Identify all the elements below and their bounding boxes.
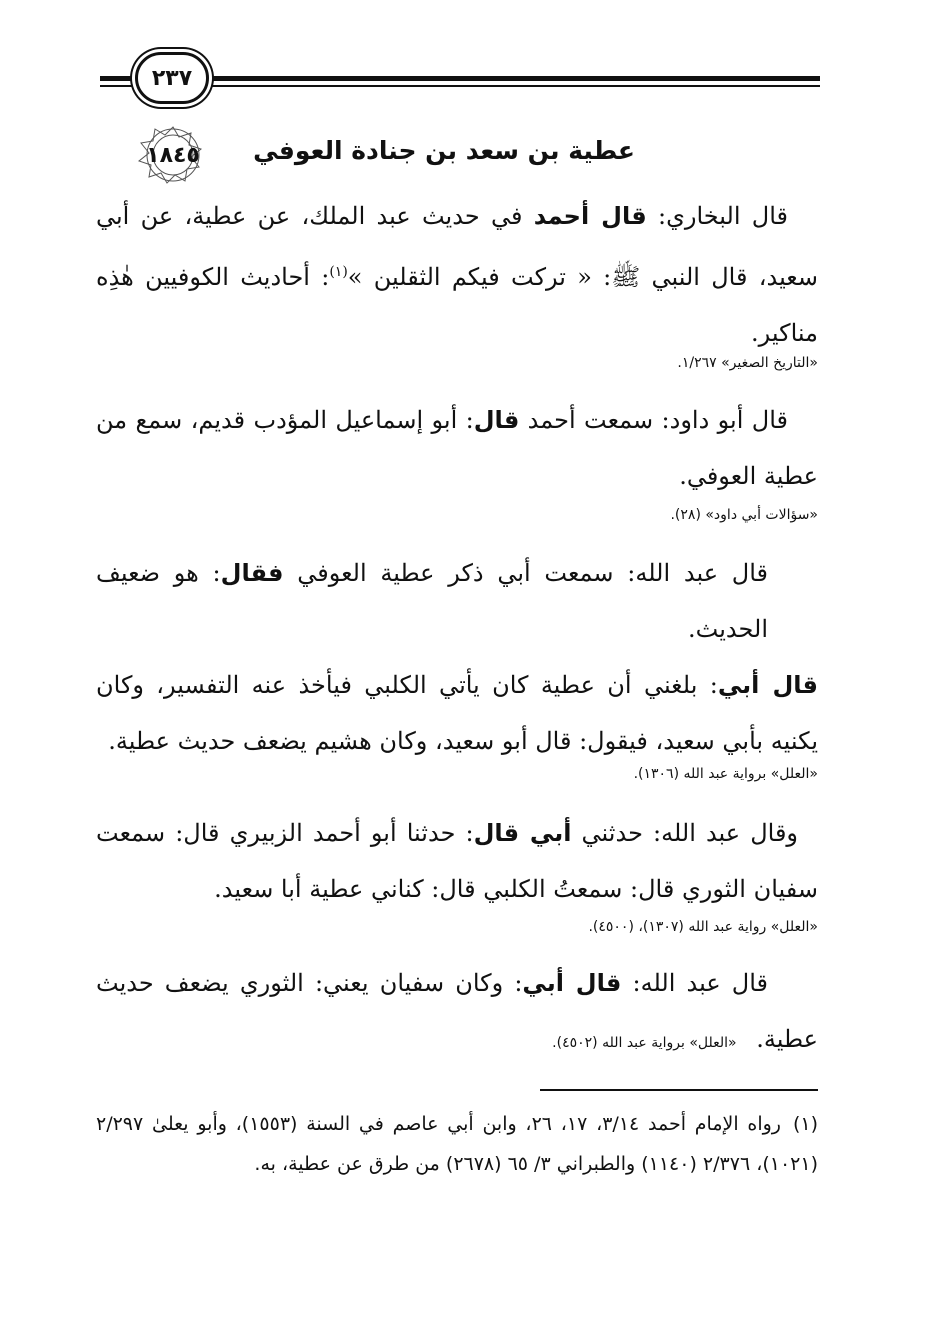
- text-run: : بلغني أن عطية كان يأتي الكلبي فيأخذ عنه التفسير، وكان يكنيه بأبي سعيد، فيقول: قال أبو سعيد، وكان هشيم يضعف حديث عطية.: [96, 671, 818, 755]
- footnote: [96, 1104, 818, 1184]
- paragraph-abdullah-1: [96, 545, 818, 769]
- text-run: : وكان سفيان يعني: الثوري يضعف حديث عطية.: [96, 969, 818, 1053]
- source-citation: «العلل» برواية عبد الله (٤٥٠٢).: [552, 1035, 737, 1051]
- paragraph-abdullah-2: [96, 805, 818, 917]
- text-run: وقال عبد الله: حدثني: [571, 819, 799, 847]
- text-run: : هو ضعيف الحديث.: [96, 559, 768, 643]
- entry-number-text: ١٨٤٥: [146, 142, 200, 168]
- source-citation: «سؤالات أبي داود» (٢٨).: [670, 507, 818, 523]
- bold-phrase: قال أحمد: [533, 202, 647, 230]
- source-citation: «العلل» برواية عبد الله (١٣٠٦).: [633, 766, 818, 782]
- text-run: قال عبد الله:: [621, 969, 769, 997]
- footnote-divider: [540, 1089, 818, 1091]
- text-run: في حديث عبد الملك، عن عطية، عن أبي سعيد، قال النبي ﷺ: « تركت فيكم الثقلين »: [96, 202, 818, 291]
- bold-phrase: أبي قال: [473, 819, 572, 847]
- text-run: : أحاديث الكوفيين هٰذِه مناكير.: [96, 263, 818, 347]
- text-run: : حدثنا أبو أحمد الزبيري قال: سمعت سفيان الثوري قال: سمعتُ الكلبي قال: كناني عطية أبا سعيد.: [96, 819, 818, 903]
- footnote-reference: (١): [329, 264, 348, 280]
- source-citation: «التاريخ الصغير» ١/٢٦٧.: [677, 355, 818, 371]
- bold-phrase: قال: [473, 406, 520, 434]
- bold-phrase: قال أبي: [522, 969, 622, 997]
- text-run: : أبو إسماعيل المؤدب قديم، سمع من عطية العوفي.: [96, 406, 818, 490]
- text-run: قال أبو داود: سمعت أحمد: [519, 406, 789, 434]
- page-number: ٢٣٧: [135, 52, 209, 104]
- bold-phrase: فقال: [220, 559, 284, 587]
- source-citation: «العلل» رواية عبد الله (١٣٠٧)، (٤٥٠٠).: [588, 919, 818, 935]
- paragraph-abu-dawud: [96, 392, 818, 504]
- header-rule-thin: [100, 85, 820, 87]
- paragraph-abdullah-3: [96, 955, 818, 1071]
- entry-number-ornament: [118, 125, 228, 185]
- entry-title: عطية بن سعد بن جنادة العوفي: [253, 136, 635, 165]
- bold-phrase: قال أبي: [717, 671, 818, 699]
- footnote-marker: (١): [792, 1113, 819, 1135]
- page-header: [100, 60, 820, 100]
- text-run: قال البخاري:: [646, 202, 788, 230]
- paragraph-bukhari: [96, 188, 818, 361]
- text-run: قال عبد الله: سمعت أبي ذكر عطية العوفي: [283, 559, 768, 587]
- footnote-text: رواه الإمام أحمد ٣/١٤، ١٧، ٢٦، وابن أبي عاصم في السنة (١٥٥٣)، وأبو يعلىٰ ٢/٢٩٧ (١٠٢١)، ٢/٣٧٦ (١١٤٠) والطبراني ٣/ ٦٥ (٢٦٧٨) من طرق عن عطية، به.: [96, 1113, 818, 1175]
